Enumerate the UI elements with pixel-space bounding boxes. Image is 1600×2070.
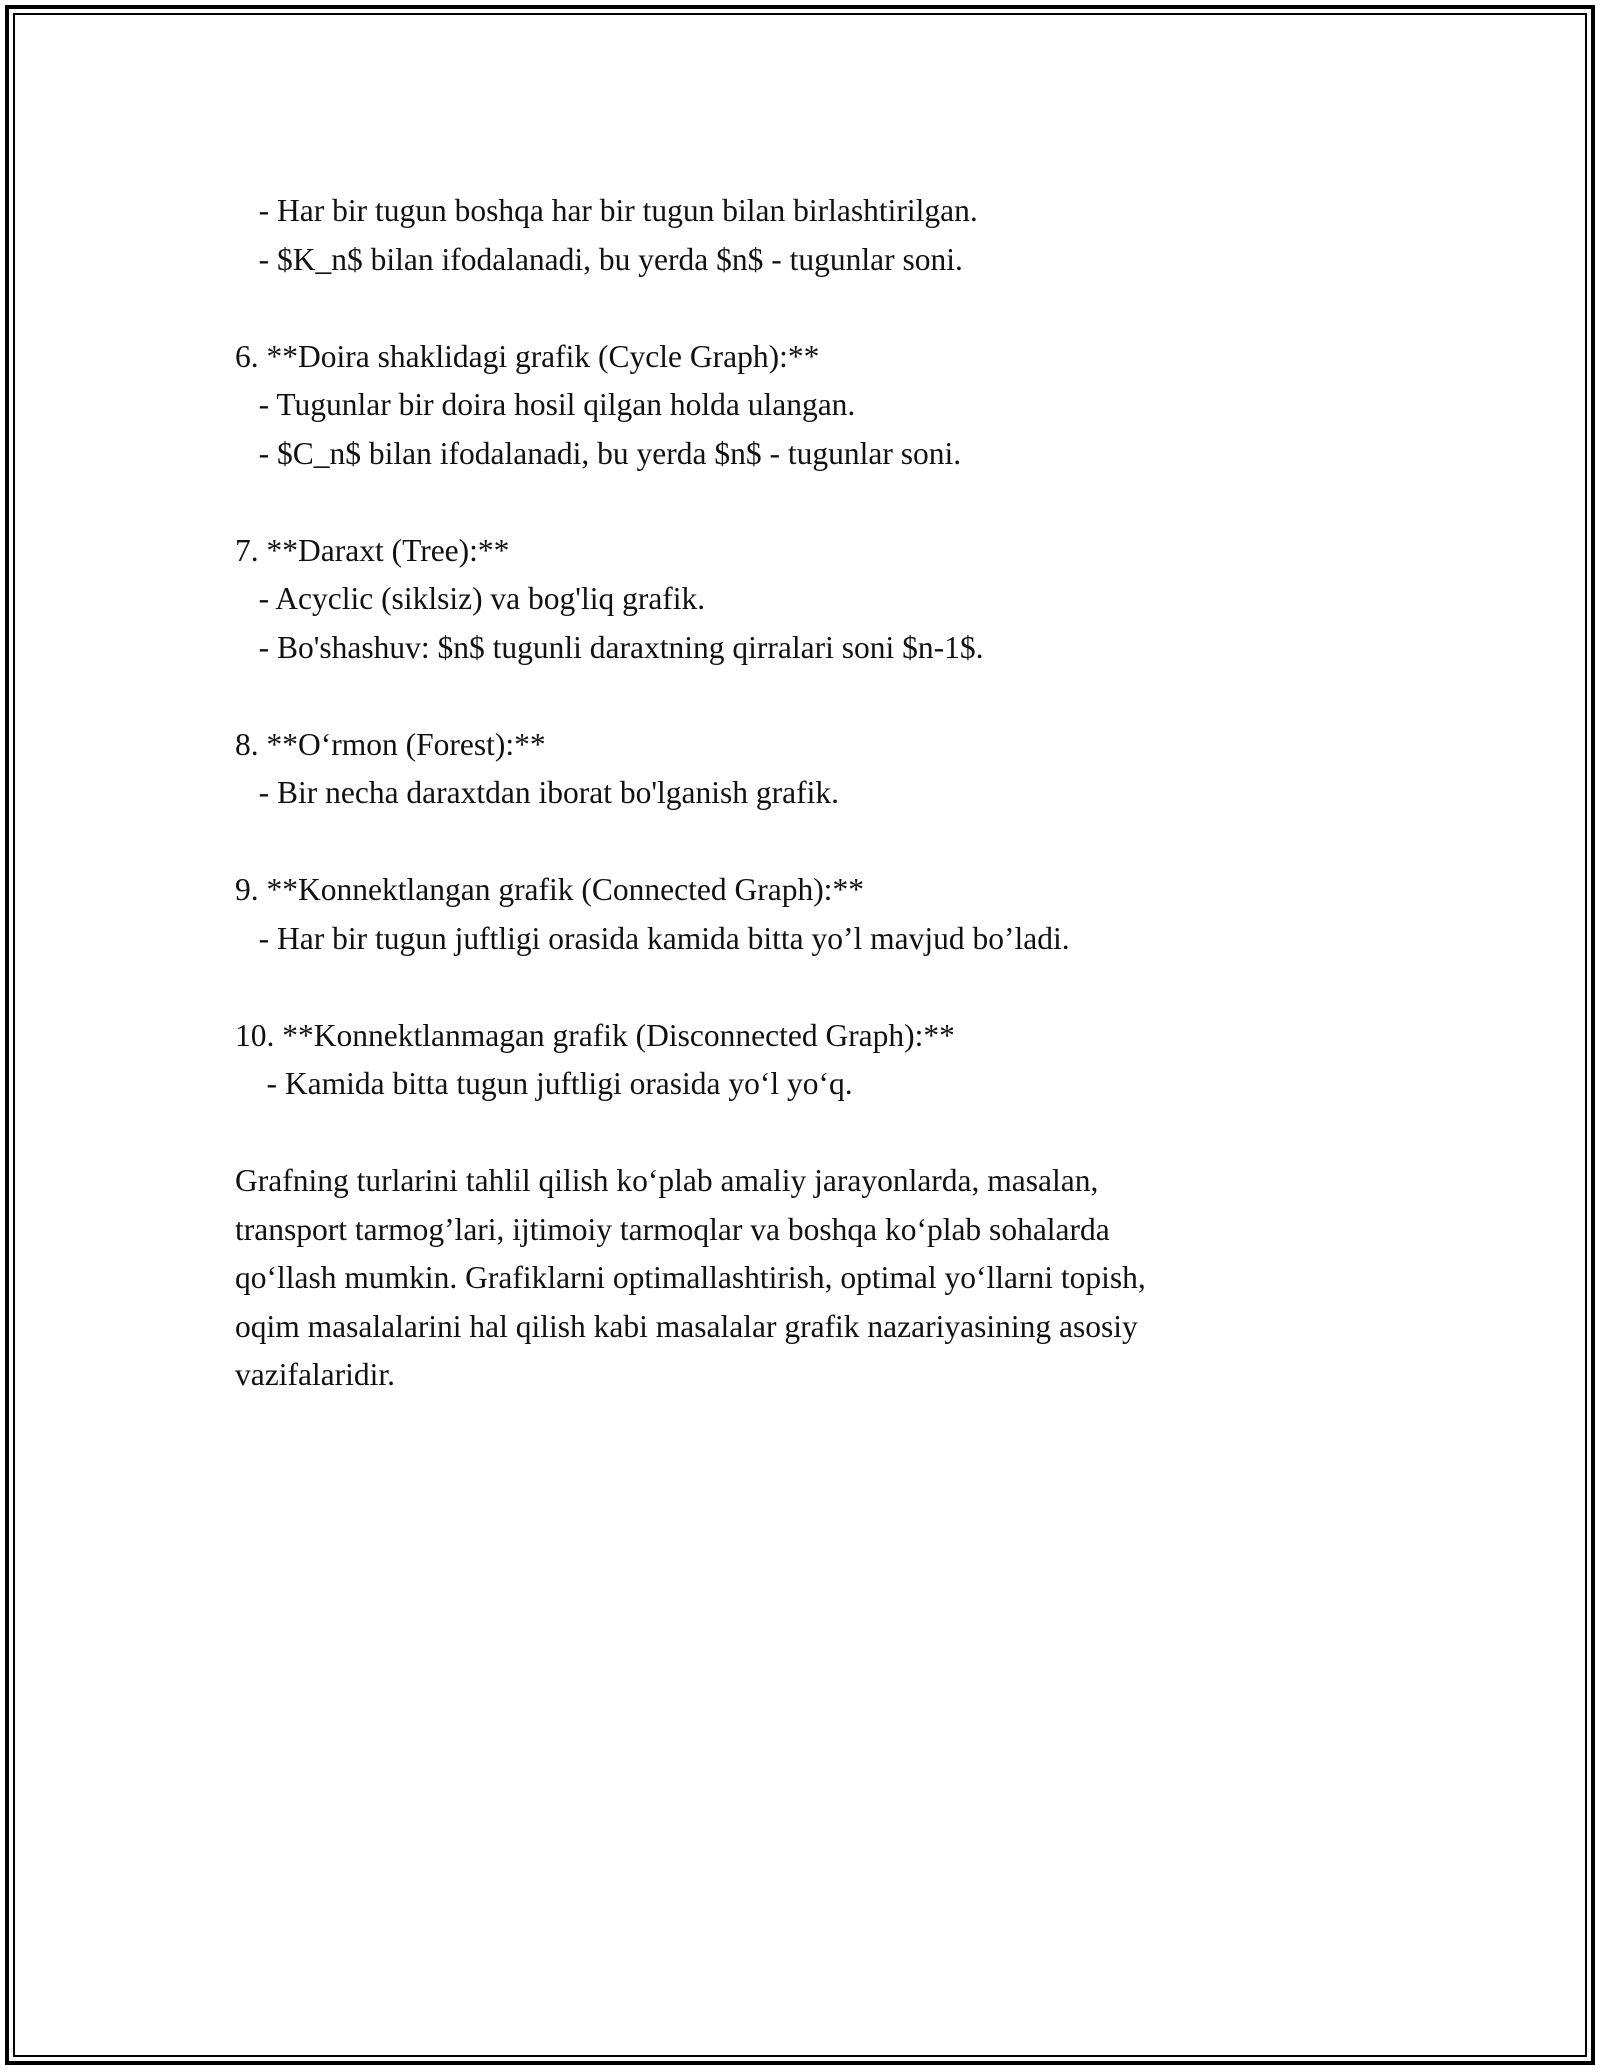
conclusion-line-1: Grafning turlarini tahlil qilish ko‘plab amaliy jarayonlarda, masalan, (235, 1163, 1099, 1198)
item-6-bullet-1: - Tugunlar bir doira hosil qilgan holda ulangan. (235, 387, 856, 422)
conclusion-line-3: qo‘llash mumkin. Grafiklarni optimallashtirish, optimal yo‘llarni topish, (235, 1260, 1146, 1295)
spacer (235, 963, 1335, 1012)
conclusion-line-4: oqim masalalarini hal qilish kabi masalalar grafik nazariyasining asosiy (235, 1308, 1138, 1344)
item-7-bullet-1: - Acyclic (siklsiz) va bog'liq grafik. (235, 581, 706, 616)
item-6-bullet-2: - $C_n$ bilan ifodalanadi, bu yerda $n$ - tugunlar soni. (235, 435, 962, 471)
item-10-bullet-1: - Kamida bitta tugun juftligi orasida yo‘l yo‘q. (235, 1066, 853, 1101)
document-body (235, 187, 1335, 1400)
item-7-bullet-2: - Bo'shashuv: $n$ tugunli daraxtning qirralari soni $n-1$. (235, 629, 984, 665)
complete-graph-bullet-1: - Har bir tugun boshqa har bir tugun bilan birlashtirilgan. (235, 193, 978, 228)
complete-graph-bullet-2: - $K_n$ bilan ifodalanadi, bu yerda $n$ - tugunlar soni. (235, 241, 963, 277)
item-10-heading: 10. **Konnektlanmagan grafik (Disconnected Graph):** (235, 1017, 955, 1053)
item-8-heading: 8. **O‘rmon (Forest):** (235, 726, 546, 762)
conclusion-line-5: vazifalaridir. (235, 1357, 396, 1392)
spacer (235, 1109, 1335, 1158)
conclusion-line-2: transport tarmog’lari, ijtimoiy tarmoqlar va boshqa ko‘plab sohalarda (235, 1211, 1110, 1247)
spacer (235, 284, 1335, 333)
spacer (235, 818, 1335, 867)
spacer (235, 478, 1335, 527)
item-7-heading: 7. **Daraxt (Tree):** (235, 532, 510, 568)
spacer (235, 672, 1335, 721)
item-9-bullet-1: - Har bir tugun juftligi orasida kamida bitta yo’l mavjud bo’ladi. (235, 920, 1070, 956)
item-8-bullet-1: - Bir necha daraxtdan iborat bo'lganish grafik. (235, 775, 839, 810)
item-9-heading: 9. **Konnektlangan grafik (Connected Graph):** (235, 872, 864, 907)
item-6-heading: 6. **Doira shaklidagi grafik (Cycle Graph):** (235, 338, 820, 374)
